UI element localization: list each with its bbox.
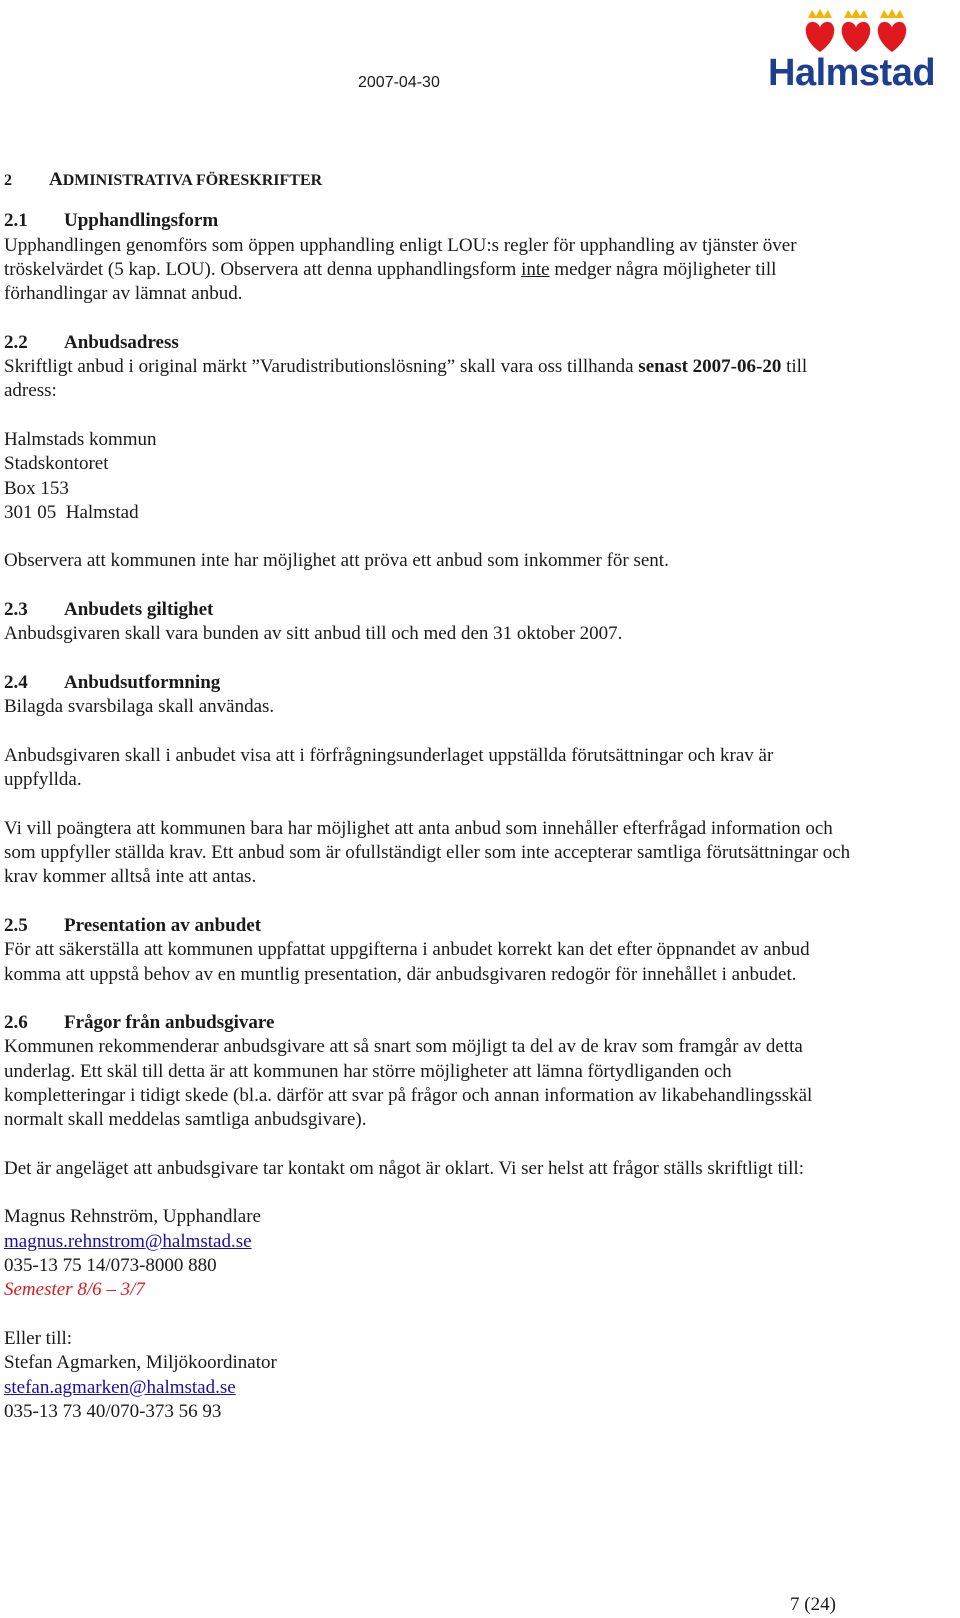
document-body (4, 168, 854, 1424)
contact-name: Stefan Agmarken, Miljökoordinator (4, 1352, 277, 1374)
address-block (4, 428, 854, 525)
paragraph: Kommunen rekommenderar anbudsgivare att så snart som möjligt ta del av de krav som framgår av detta underlag. Ett skäl till detta är att kommunen har större möjligheter att lämna förtydliganden och kompletteringar i tidigt skede (bl.a. därför att svar på frågor och annan information av likabehandlingsskäl normalt skall meddelas samtliga anbudsgivare). (4, 1036, 813, 1131)
section-title: Upphandlingsform (64, 210, 219, 232)
alternative-label: Eller till: (4, 1327, 73, 1349)
paragraph: Det är angeläget att anbudsgivare tar kontakt om något är oklart. Vi ser helst att frågor ställs skriftligt till: (4, 1157, 804, 1179)
section-title: Frågor från anbudsgivare (64, 1012, 275, 1034)
section-title: Anbudets giltighet (64, 599, 214, 621)
chapter-number: 2 (4, 172, 12, 189)
deadline: senast 2007-06-20 (638, 356, 782, 378)
contact-email-link[interactable]: stefan.agmarken@halmstad.se (4, 1376, 236, 1398)
section-heading-2-2 (4, 331, 854, 355)
address-line: 301 05 Halmstad (4, 501, 139, 523)
halmstad-logo (764, 8, 954, 92)
section-title: Presentation av anbudet (64, 914, 262, 936)
contact-block-1 (4, 1205, 854, 1302)
crowned-hearts-icon (804, 8, 960, 58)
paragraph: Vi vill poängtera att kommunen bara har möjlighet att anta anbud som innehåller efterfrågad information och som uppfyller ställda krav. Ett anbud som är ofullständigt eller som inte accepterar samtliga förutsättningar och krav kommer alltså inte att antas. (4, 817, 851, 888)
paragraph: Upphandlingen genomförs som öppen upphandling enligt LOU:s regler för upphandling av tjänster över tröskelvärdet (5 kap. LOU). Observera att denna upphandlingsform inte medger några möjligheter till förhandlingar av lämnat anbud. (4, 234, 797, 305)
contact-block-2 (4, 1327, 854, 1424)
address-line: Halmstads kommun (4, 428, 157, 450)
section-number: 2.3 (4, 599, 28, 621)
section-heading-2-3 (4, 598, 854, 622)
chapter-title-initial: A (49, 169, 63, 190)
section-heading-2-1 (4, 209, 854, 233)
underlined-word: inte (521, 258, 550, 280)
section-title: Anbudsadress (64, 331, 179, 353)
document-date: 2007-04-30 (358, 74, 440, 91)
paragraph: Skriftligt anbud i original märkt ”Varudistributionslösning” skall vara oss tillhanda senast 2007-06-20 till adress: (4, 356, 808, 402)
contact-phone: 035-13 75 14/073-8000 880 (4, 1255, 217, 1277)
section-number: 2.2 (4, 331, 28, 353)
section-heading-2-6 (4, 1011, 854, 1035)
contact-phone: 035-13 73 40/070-373 56 93 (4, 1400, 222, 1422)
section-title: Anbudsutformning (64, 671, 221, 693)
chapter-heading (4, 168, 854, 193)
section-number: 2.5 (4, 914, 28, 936)
page-number: 7 (24) (790, 1594, 836, 1615)
contact-name: Magnus Rehnström, Upphandlare (4, 1206, 261, 1228)
section-heading-2-5 (4, 914, 854, 938)
paragraph: För att säkerställa att kommunen uppfattat uppgifterna i anbudet korrekt kan det efter öppnandet av anbud komma att uppstå behov av en muntlig presentation, där anbudsgivaren redogör för innehållet i anbudet. (4, 939, 810, 985)
chapter-title-rest: DMINISTRATIVA FÖRESKRIFTER (62, 172, 323, 189)
address-line: Box 153 (4, 477, 69, 499)
section-number: 2.1 (4, 210, 28, 232)
paragraph: Anbudsgivaren skall vara bunden av sitt anbud till och med den 31 oktober 2007. (4, 623, 623, 645)
paragraph: Observera att kommunen inte har möjlighet att pröva ett anbud som inkommer för sent. (4, 550, 669, 572)
section-number: 2.6 (4, 1012, 28, 1034)
logo-wordmark: Halmstad (768, 52, 936, 94)
contact-email-link[interactable]: magnus.rehnstrom@halmstad.se (4, 1230, 252, 1252)
vacation-note: Semester 8/6 – 3/7 (4, 1279, 145, 1301)
address-line: Stadskontoret (4, 453, 109, 475)
section-number: 2.4 (4, 671, 28, 693)
paragraph: Anbudsgivaren skall i anbudet visa att i förfrågningsunderlaget uppställda förutsättningar och krav är uppfyllda. (4, 744, 774, 791)
section-heading-2-4 (4, 671, 854, 695)
paragraph: Bilagda svarsbilaga skall användas. (4, 696, 275, 718)
